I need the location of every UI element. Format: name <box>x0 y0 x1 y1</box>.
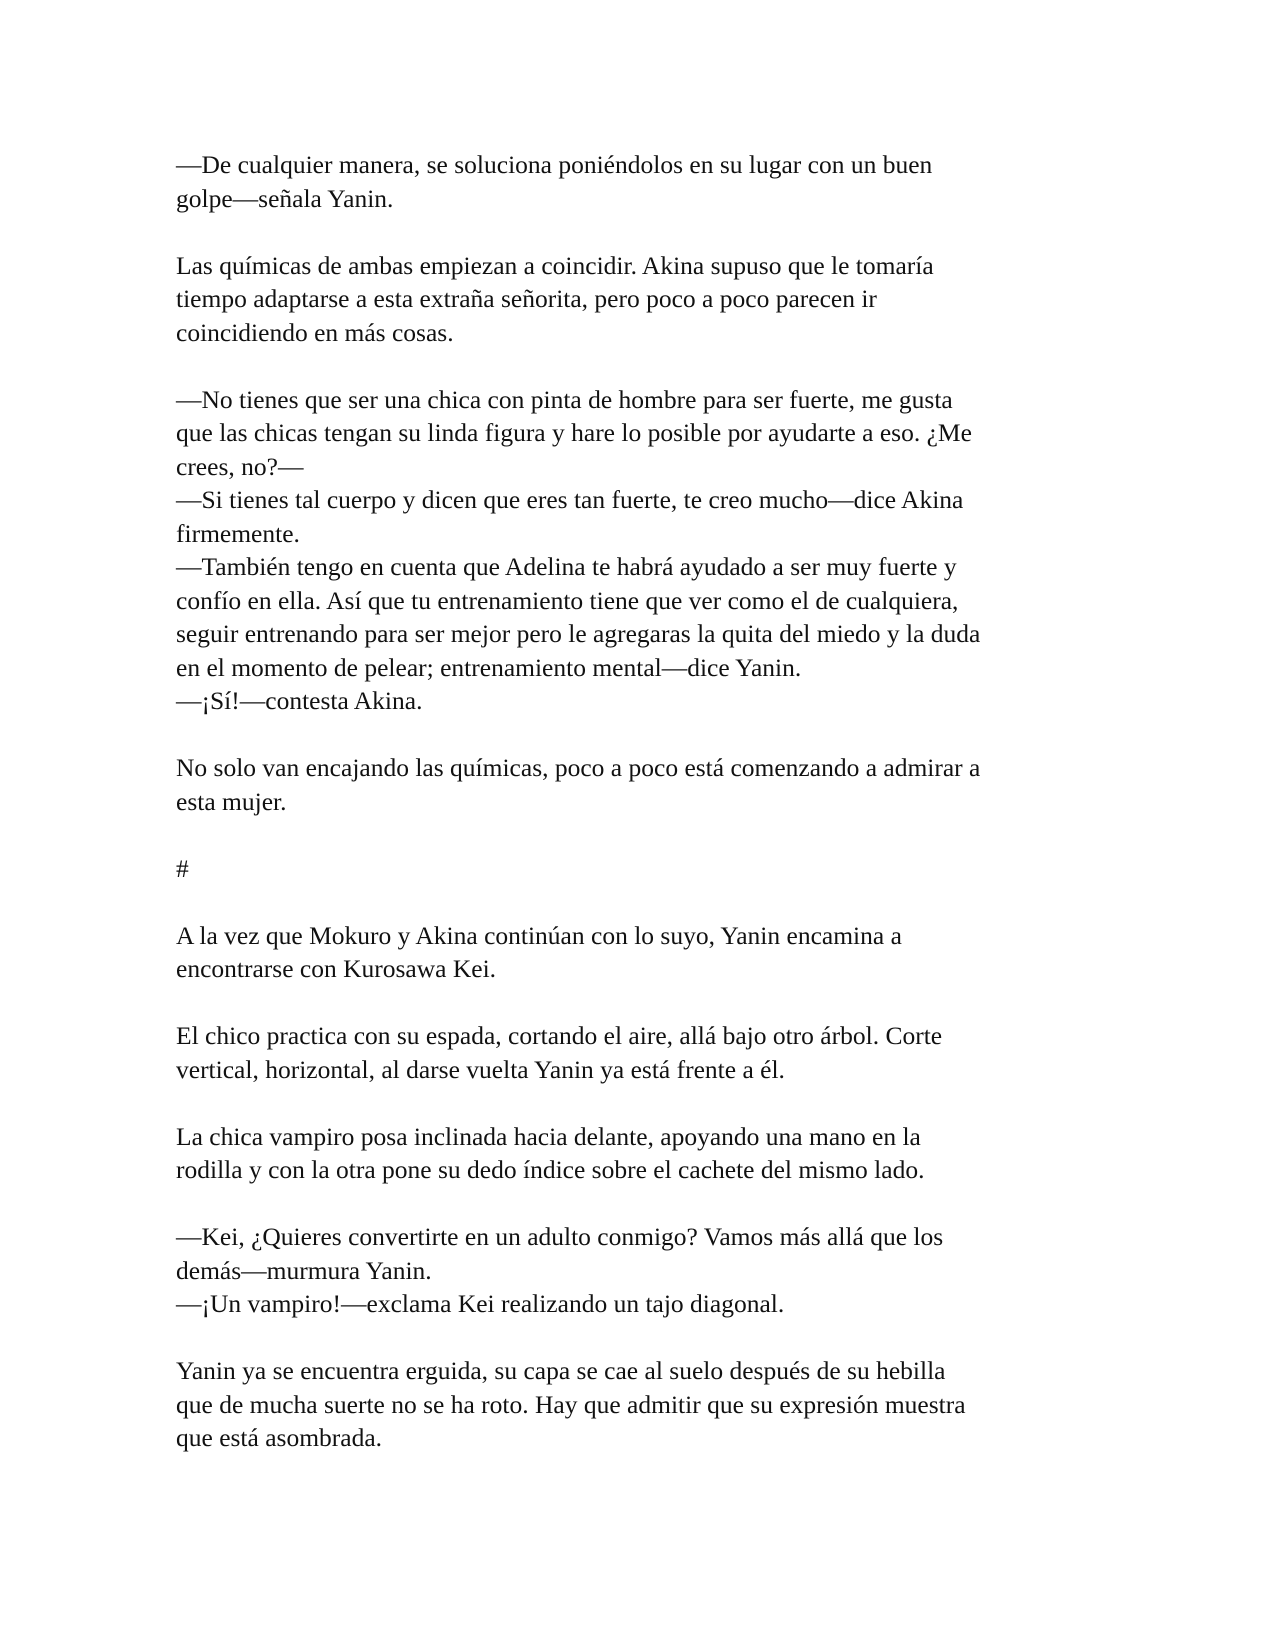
text-line: No solo van encajando las químicas, poco a poco está comenzando a admirar a <box>176 753 981 782</box>
paragraph-2 <box>176 249 1106 350</box>
text-line: encontrarse con Kurosawa Kei. <box>176 954 497 983</box>
paragraph-8 <box>176 1220 1106 1321</box>
text-line: —¡Un vampiro!—exclama Kei realizando un tajo diagonal. <box>176 1289 785 1318</box>
scene-break <box>176 852 1106 886</box>
paragraph-7 <box>176 1120 1106 1187</box>
text-line: La chica vampiro posa inclinada hacia delante, apoyando una mano en la <box>176 1121 921 1151</box>
text-line: —También tengo en cuenta que Adelina te habrá ayudado a ser muy fuerte y <box>176 552 957 581</box>
text-line: —Si tienes tal cuerpo y dicen que eres tan fuerte, te creo mucho—dice Akina <box>176 485 964 514</box>
text-line: crees, no?— <box>176 451 304 481</box>
text-line: —No tienes que ser una chica con pinta de hombre para ser fuerte, me gusta <box>176 384 953 414</box>
scene-break-mark: # <box>176 853 189 883</box>
text-line: A la vez que Mokuro y Akina continúan con lo suyo, Yanin encamina a <box>176 920 902 950</box>
text-line: rodilla y con la otra pone su dedo índice sobre el cachete del mismo lado. <box>176 1155 925 1184</box>
text-line: que las chicas tengan su linda figura y hare lo posible por ayudarte a eso. ¿Me <box>176 418 972 447</box>
text-line: que está asombrada. <box>176 1423 383 1452</box>
text-line: —¡Sí!—contesta Akina. <box>176 686 423 715</box>
text-line: Las químicas de ambas empiezan a coincidir. Akina supuso que le tomaría <box>176 250 934 280</box>
text-line: esta mujer. <box>176 786 287 816</box>
text-line: Yanin ya se encuentra erguida, su capa se cae al suelo después de su hebilla <box>176 1356 946 1385</box>
text-line: tiempo adaptarse a esta extraña señorita, pero poco a poco parecen ir <box>176 284 877 313</box>
text-line: confío en ella. Así que tu entrenamiento tiene que ver como el de cualquiera, <box>176 585 959 615</box>
text-line: coincidiendo en más cosas. <box>176 317 454 347</box>
paragraph-3 <box>176 383 1106 718</box>
text-line: firmemente. <box>176 518 300 548</box>
text-line: que de mucha suerte no se ha roto. Hay que admitir que su expresión muestra <box>176 1389 966 1419</box>
text-line: El chico practica con su espada, cortando el aire, allá bajo otro árbol. Corte <box>176 1021 943 1050</box>
paragraph-4 <box>176 751 1106 818</box>
text-line: vertical, horizontal, al darse vuelta Yanin ya está frente a él. <box>176 1054 785 1084</box>
text-line: —De cualquier manera, se soluciona poniéndolos en su lugar con un buen <box>176 150 933 179</box>
text-line: en el momento de pelear; entrenamiento mental—dice Yanin. <box>176 652 802 682</box>
paragraph-1 <box>176 148 1106 215</box>
text-line: —Kei, ¿Quieres convertirte en un adulto conmigo? Vamos más allá que los <box>176 1222 944 1251</box>
paragraph-6 <box>176 1019 1106 1086</box>
text-line: demás—murmura Yanin. <box>176 1255 432 1285</box>
paragraph-9 <box>176 1354 1106 1455</box>
text-line: golpe—señala Yanin. <box>176 183 394 213</box>
paragraph-5 <box>176 919 1106 986</box>
body-text <box>176 148 1106 1488</box>
text-line: seguir entrenando para ser mejor pero le agregaras la quita del miedo y la duda <box>176 619 981 648</box>
